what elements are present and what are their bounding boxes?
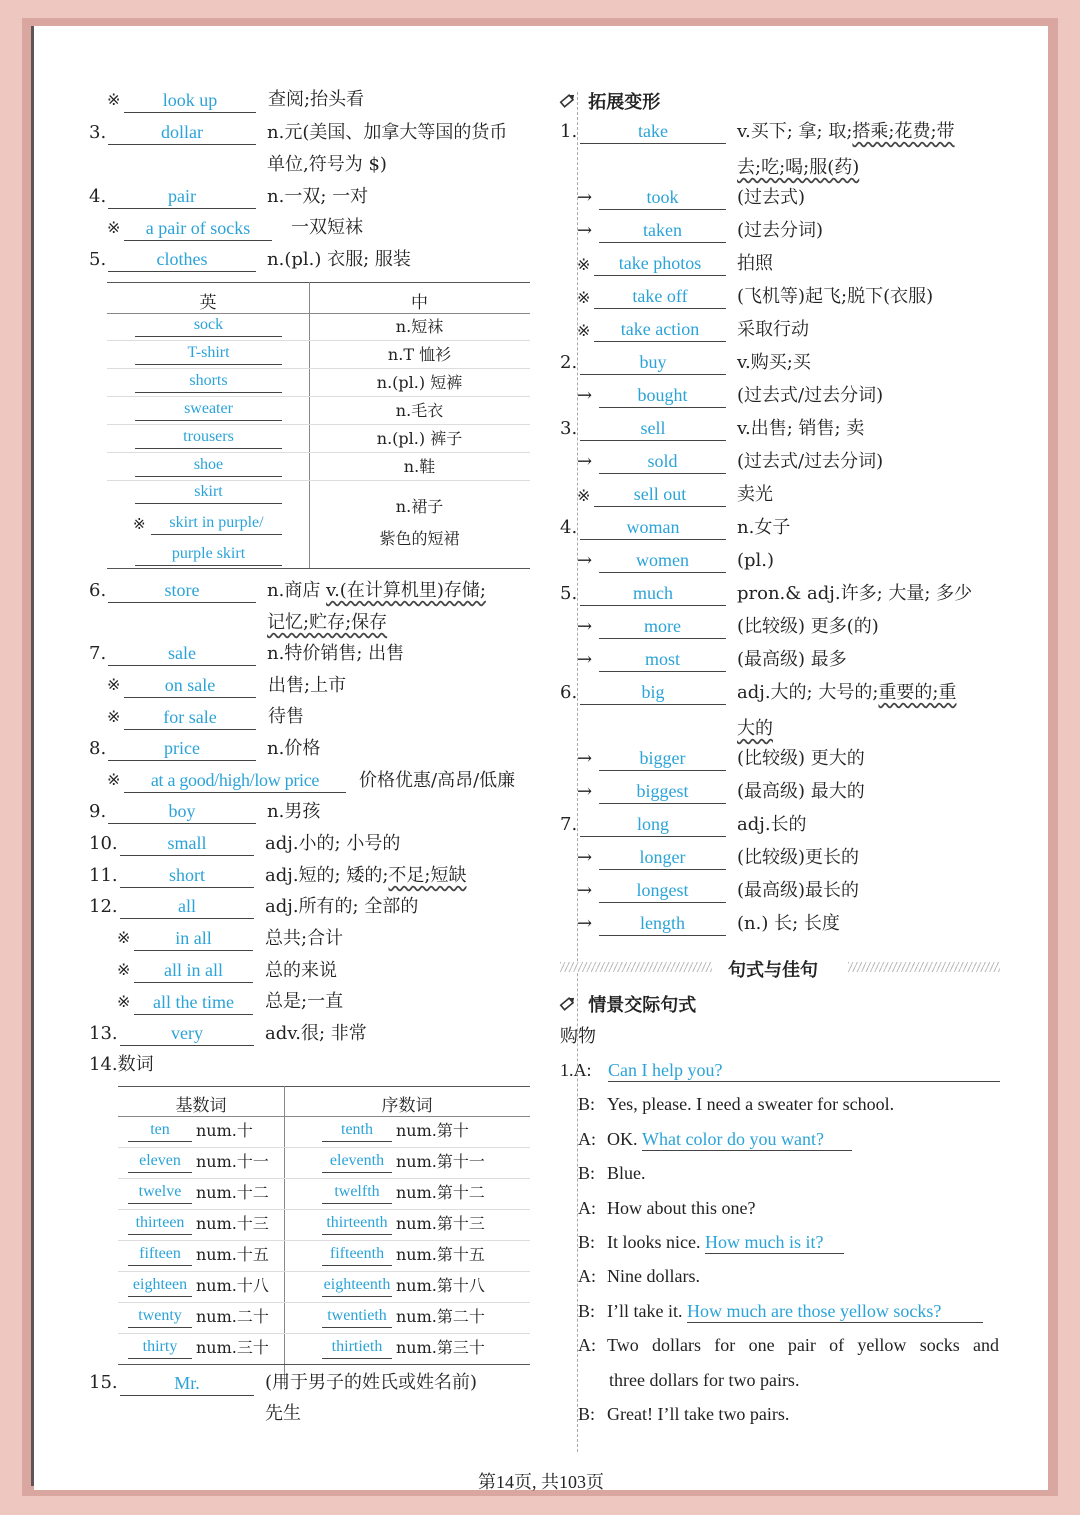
note-mark: ※ bbox=[107, 90, 121, 109]
item-number: 2. bbox=[560, 352, 578, 373]
meaning: (n.) 长; 长度 bbox=[737, 913, 840, 934]
item-number: 9. bbox=[89, 801, 107, 822]
meaning: 价格优惠/高昂/低廉 bbox=[359, 770, 516, 791]
dialog-speaker: A: bbox=[578, 1197, 596, 1218]
meaning: n.商店 v.(在计算机里)存储; bbox=[267, 580, 486, 601]
meaning: n.男孩 bbox=[267, 801, 321, 822]
answer-blank: all the time bbox=[134, 990, 253, 1015]
numeral-cardinal: fifteen bbox=[128, 1243, 192, 1266]
answer-blank: take action bbox=[594, 317, 726, 342]
table-row-line bbox=[118, 1333, 530, 1334]
meaning: (比较级)更长的 bbox=[737, 847, 860, 868]
table-cell-cn: n.毛衣 bbox=[395, 401, 444, 420]
numeral-ordinal: thirtieth bbox=[322, 1336, 392, 1359]
table-cell-en: trousers bbox=[135, 426, 282, 449]
meaning: pron.& adj.许多; 大量; 多少 bbox=[737, 583, 973, 604]
numeral-ordinal: fifteenth bbox=[322, 1243, 392, 1266]
answer-blank: biggest bbox=[599, 779, 726, 804]
section-heading-extension: 拓展变形 bbox=[560, 88, 660, 114]
answer-blank: clothes bbox=[108, 247, 256, 272]
meaning: 出售;上市 bbox=[268, 675, 347, 696]
numeral-ordinal-meaning: num.第十 bbox=[396, 1121, 469, 1140]
item-number: 7. bbox=[89, 643, 107, 664]
table-row-line bbox=[118, 1271, 530, 1272]
answer-blank: look up bbox=[124, 88, 256, 113]
answer-blank: very bbox=[120, 1021, 254, 1046]
meaning: (最高级)最长的 bbox=[737, 880, 860, 901]
numeral-cardinal: thirteen bbox=[128, 1212, 192, 1235]
meaning: n.价格 bbox=[267, 738, 321, 759]
answer-blank: sell bbox=[580, 416, 726, 441]
answer-blank: big bbox=[580, 680, 726, 705]
arrow-icon: → bbox=[577, 550, 593, 571]
dialog-line: Nine dollars. bbox=[607, 1266, 700, 1287]
dialog-line: It looks nice. How much is it? bbox=[607, 1232, 844, 1254]
meaning: adj.大的; 大号的;重要的;重 bbox=[737, 682, 957, 703]
meaning: (过去式/过去分词) bbox=[737, 451, 884, 472]
table-row-line bbox=[107, 368, 530, 369]
numeral-ordinal: eleventh bbox=[322, 1150, 392, 1173]
numeral-ordinal: twelfth bbox=[322, 1181, 392, 1204]
answer-blank: more bbox=[599, 614, 726, 639]
table-row-line bbox=[107, 340, 530, 341]
item-number: 6. bbox=[89, 580, 107, 601]
meaning: adj.长的 bbox=[737, 814, 807, 835]
meaning: (飞机等)起飞;脱下(衣服) bbox=[737, 286, 934, 307]
table-cell-en: shoe bbox=[135, 454, 282, 477]
answer-blank: price bbox=[108, 736, 256, 761]
table-row-line bbox=[118, 1302, 530, 1303]
item-number: 5. bbox=[560, 583, 578, 604]
numeral-cardinal-meaning: num.十一 bbox=[196, 1152, 269, 1171]
table-header: 英 bbox=[199, 293, 217, 313]
page-footer: 第14页, 共103页 bbox=[478, 1472, 604, 1492]
answer-blank: dollar bbox=[108, 120, 256, 145]
section-heading-dialog: 情景交际句式 bbox=[560, 991, 696, 1017]
numeral-cardinal-meaning: num.十三 bbox=[196, 1214, 269, 1233]
meaning: 总是;一直 bbox=[265, 991, 344, 1012]
arrow-icon: → bbox=[577, 880, 593, 901]
note-mark: ※ bbox=[133, 515, 146, 533]
table-cell-en: T-shirt bbox=[135, 342, 282, 365]
numeral-cardinal: twenty bbox=[128, 1305, 192, 1328]
answer-blank: longest bbox=[599, 878, 726, 903]
answer-blank: in all bbox=[134, 926, 253, 951]
item-number: 12. bbox=[89, 896, 118, 917]
numeral-cardinal-meaning: num.三十 bbox=[196, 1338, 269, 1357]
answer-blank: for sale bbox=[124, 705, 256, 730]
answer-blank: sale bbox=[108, 641, 256, 666]
arrow-icon: → bbox=[577, 616, 593, 637]
table-row-line bbox=[118, 1178, 530, 1179]
table-row-line bbox=[118, 1147, 530, 1148]
page bbox=[34, 26, 1048, 1490]
meaning: n.(pl.) 衣服; 服装 bbox=[267, 249, 411, 270]
meaning: (过去式/过去分词) bbox=[737, 385, 884, 406]
table-row-line bbox=[118, 1209, 530, 1210]
answer-blank: on sale bbox=[124, 673, 256, 698]
numeral-cardinal-meaning: num.十八 bbox=[196, 1276, 269, 1295]
answer-blank: buy bbox=[580, 350, 726, 375]
dialog-answer: What color do you want? bbox=[642, 1129, 852, 1151]
meaning: (用于男子的姓氏或姓名前) bbox=[265, 1372, 478, 1393]
item-number: 13. bbox=[89, 1023, 118, 1044]
note-mark: ※ bbox=[577, 288, 591, 307]
subheading-numerals: 14.数词 bbox=[89, 1054, 154, 1075]
dialog-speaker: B: bbox=[578, 1300, 596, 1321]
numeral-cardinal: thirty bbox=[128, 1336, 192, 1359]
numeral-ordinal-meaning: num.第三十 bbox=[396, 1338, 485, 1357]
meaning: (过去式) bbox=[737, 187, 806, 208]
arrow-icon: → bbox=[577, 649, 593, 670]
arrow-icon: → bbox=[577, 220, 593, 241]
dialog-line: Yes, please. I need a sweater for school. bbox=[607, 1094, 895, 1115]
dialog-line: Blue. bbox=[607, 1163, 646, 1184]
hatch-decoration bbox=[560, 962, 712, 972]
dialog-speaker: A: bbox=[578, 1335, 596, 1356]
topic-label: 购物 bbox=[560, 1026, 596, 1047]
dialog-speaker: 1.A: bbox=[560, 1060, 592, 1080]
answer-blank: most bbox=[599, 647, 726, 672]
dialog-answer: How much are those yellow socks? bbox=[687, 1301, 983, 1323]
numeral-ordinal-meaning: num.第十二 bbox=[396, 1183, 485, 1202]
arrow-icon: → bbox=[577, 847, 593, 868]
meaning: v.购买;买 bbox=[737, 352, 811, 373]
pencil-icon bbox=[557, 89, 580, 112]
answer-blank: longer bbox=[599, 845, 726, 870]
dialog-answer: Can I help you? bbox=[608, 1060, 1000, 1082]
table-row-line bbox=[107, 452, 530, 453]
hatch-decoration bbox=[848, 962, 1000, 972]
table-header: 基数词 bbox=[175, 1096, 227, 1116]
note-mark: ※ bbox=[107, 218, 121, 237]
note-mark: ※ bbox=[117, 992, 131, 1011]
table-row-line bbox=[107, 396, 530, 397]
meaning: (比较级) 更多(的) bbox=[737, 616, 879, 637]
meaning: n.一双; 一对 bbox=[267, 186, 369, 207]
meaning: n.元(美国、加拿大等国的货币 bbox=[267, 122, 508, 143]
numeral-ordinal-meaning: num.第二十 bbox=[396, 1307, 485, 1326]
item-number: 8. bbox=[89, 738, 107, 759]
arrow-icon: → bbox=[577, 781, 593, 802]
dialog-speaker: A: bbox=[578, 1128, 596, 1149]
meaning: n.女子 bbox=[737, 517, 791, 538]
answer-blank: take off bbox=[594, 284, 726, 309]
table-cell-en: sweater bbox=[135, 398, 282, 421]
pencil-icon bbox=[557, 992, 580, 1015]
meaning-continued: 单位,符号为 $) bbox=[267, 154, 387, 175]
note-mark: ※ bbox=[107, 675, 121, 694]
item-number: 3. bbox=[89, 122, 107, 143]
table-cell-en: skirt in purple/ bbox=[151, 512, 282, 535]
table-header: 序数词 bbox=[381, 1096, 433, 1116]
arrow-icon: → bbox=[577, 748, 593, 769]
table-cell-cn: n.鞋 bbox=[403, 457, 436, 476]
arrow-icon: → bbox=[577, 913, 593, 934]
dialog-speaker: B: bbox=[578, 1404, 596, 1424]
meaning-continued: 大的 bbox=[737, 718, 773, 739]
meaning-continued: 去;吃;喝;服(药) bbox=[737, 157, 860, 178]
meaning: (最高级) 最大的 bbox=[737, 781, 865, 802]
table-cell-en: purple skirt bbox=[135, 543, 282, 566]
answer-blank: much bbox=[580, 581, 726, 606]
meaning: n.特价销售; 出售 bbox=[267, 643, 405, 664]
answer-blank: bought bbox=[599, 383, 726, 408]
answer-blank: store bbox=[108, 578, 256, 603]
meaning: adv.很; 非常 bbox=[265, 1023, 367, 1044]
item-number: 3. bbox=[560, 418, 578, 439]
item-number: 1. bbox=[560, 121, 578, 142]
numeral-ordinal-meaning: num.第十一 bbox=[396, 1152, 485, 1171]
item-number: 11. bbox=[89, 865, 118, 886]
answer-blank: taken bbox=[599, 218, 726, 243]
answer-blank: take bbox=[580, 119, 726, 144]
answer-blank: took bbox=[599, 185, 726, 210]
answer-blank: bigger bbox=[599, 746, 726, 771]
table-row-line bbox=[107, 424, 530, 425]
answer-blank: sell out bbox=[594, 482, 726, 507]
table-cell-cn: n.(pl.) 短裤 bbox=[376, 373, 463, 392]
dialog-line: three dollars for two pairs. bbox=[609, 1369, 800, 1390]
dialog-line bbox=[608, 1060, 1000, 1082]
table-cell-cn: n.T 恤衫 bbox=[387, 345, 452, 364]
answer-blank: Mr. bbox=[120, 1371, 254, 1396]
numeral-cardinal-meaning: num.十 bbox=[196, 1121, 253, 1140]
meaning: 待售 bbox=[268, 706, 304, 727]
answer-blank: women bbox=[599, 548, 726, 573]
numeral-ordinal: thirteenth bbox=[322, 1212, 392, 1235]
table-row-line bbox=[118, 1364, 530, 1365]
numeral-cardinal: twelve bbox=[128, 1181, 192, 1204]
answer-blank: all in all bbox=[134, 958, 253, 983]
table-header: 中 bbox=[411, 293, 428, 313]
item-number: 4. bbox=[560, 517, 578, 538]
meaning: adj.短的; 矮的;不足;短缺 bbox=[265, 865, 467, 886]
note-mark: ※ bbox=[117, 960, 131, 979]
meaning: (比较级) 更大的 bbox=[737, 748, 865, 769]
table-row-line bbox=[118, 1240, 530, 1241]
numeral-ordinal-meaning: num.第十三 bbox=[396, 1214, 485, 1233]
numeral-cardinal-meaning: num.十二 bbox=[196, 1183, 269, 1202]
answer-blank: boy bbox=[108, 799, 256, 824]
answer-blank: short bbox=[120, 863, 254, 888]
table-cell-cn: n.(pl.) 裤子 bbox=[376, 429, 463, 448]
numeral-ordinal: twentieth bbox=[322, 1305, 392, 1328]
dialog-speaker: B: bbox=[578, 1163, 596, 1184]
meaning: (过去分词) bbox=[737, 220, 824, 241]
table-cell-en: shorts bbox=[135, 370, 282, 393]
numeral-cardinal: eighteen bbox=[128, 1274, 192, 1297]
table-cell-cn: 紫色的短裙 bbox=[379, 529, 460, 548]
arrow-icon: → bbox=[577, 451, 593, 472]
answer-blank: long bbox=[580, 812, 726, 837]
meaning: adj.小的; 小号的 bbox=[265, 833, 401, 854]
section-heading-sentences: 句式与佳句 bbox=[728, 960, 818, 981]
dialog-speaker: B: bbox=[578, 1094, 596, 1115]
note-mark: ※ bbox=[577, 486, 591, 505]
answer-blank: sold bbox=[599, 449, 726, 474]
answer-blank: small bbox=[120, 831, 254, 856]
meaning-continued: 记忆;贮存;保存 bbox=[267, 612, 388, 633]
item-number: 5. bbox=[89, 249, 107, 270]
dialog-line: OK. What color do you want? bbox=[607, 1129, 852, 1151]
numeral-ordinal-meaning: num.第十八 bbox=[396, 1276, 485, 1295]
note-mark: ※ bbox=[107, 707, 121, 726]
meaning: 拍照 bbox=[737, 253, 773, 274]
meaning: 查阅;抬头看 bbox=[268, 89, 365, 110]
item-number: 4. bbox=[89, 186, 107, 207]
table-cell-en: skirt bbox=[135, 481, 282, 504]
note-mark: ※ bbox=[577, 321, 591, 340]
numeral-ordinal: tenth bbox=[322, 1119, 392, 1142]
answer-blank: a pair of socks bbox=[124, 216, 272, 241]
meaning: v.出售; 销售; 卖 bbox=[737, 418, 865, 439]
numeral-ordinal-meaning: num.第十五 bbox=[396, 1245, 485, 1264]
dialog-speaker: B: bbox=[578, 1232, 596, 1252]
dialog-speaker: A: bbox=[578, 1266, 596, 1287]
note-mark: ※ bbox=[577, 255, 591, 274]
meaning-continued: 先生 bbox=[265, 1403, 301, 1424]
arrow-icon: → bbox=[577, 385, 593, 406]
dialog-answer: How much is it? bbox=[705, 1232, 844, 1254]
answer-blank: woman bbox=[580, 515, 726, 540]
meaning: 采取行动 bbox=[737, 319, 809, 340]
answer-blank: take photos bbox=[594, 251, 726, 276]
dialog-line: Great! I’ll take two pairs. bbox=[607, 1404, 790, 1424]
table-cell-cn: n.裙子 bbox=[395, 497, 444, 516]
answer-blank: all bbox=[120, 894, 254, 919]
meaning: 总共;合计 bbox=[265, 928, 344, 949]
note-mark: ※ bbox=[107, 770, 121, 789]
item-number: 15. bbox=[89, 1372, 118, 1393]
meaning: 卖光 bbox=[737, 484, 773, 505]
note-mark: ※ bbox=[117, 928, 131, 947]
meaning: 一双短袜 bbox=[291, 217, 363, 238]
dialog-line: I’ll take it. How much are those yellow socks? bbox=[607, 1301, 983, 1323]
item-number: 6. bbox=[560, 682, 578, 703]
meaning: (pl.) bbox=[737, 550, 775, 571]
item-number: 7. bbox=[560, 814, 578, 835]
meaning: 总的来说 bbox=[265, 960, 337, 981]
table-cell-cn: n.短袜 bbox=[395, 317, 444, 336]
meaning: (最高级) 最多 bbox=[737, 649, 847, 670]
meaning: v.买下; 拿; 取;搭乘;花费;带 bbox=[737, 121, 955, 142]
numeral-cardinal-meaning: num.二十 bbox=[196, 1307, 269, 1326]
answer-blank: at a good/high/low price bbox=[124, 768, 346, 793]
meaning: adj.所有的; 全部的 bbox=[265, 896, 419, 917]
table-cell-en: sock bbox=[135, 314, 282, 337]
dialog-line: Two dollars for one pair of yellow socks and bbox=[607, 1335, 999, 1356]
numeral-cardinal: ten bbox=[128, 1119, 192, 1142]
numeral-ordinal: eighteenth bbox=[322, 1274, 392, 1297]
answer-blank: length bbox=[599, 911, 726, 936]
answer-blank: pair bbox=[108, 184, 256, 209]
item-number: 10. bbox=[89, 833, 118, 854]
dialog-line: How about this one? bbox=[607, 1197, 756, 1218]
arrow-icon: → bbox=[577, 187, 593, 208]
numeral-cardinal-meaning: num.十五 bbox=[196, 1245, 269, 1264]
numeral-cardinal: eleven bbox=[128, 1150, 192, 1173]
